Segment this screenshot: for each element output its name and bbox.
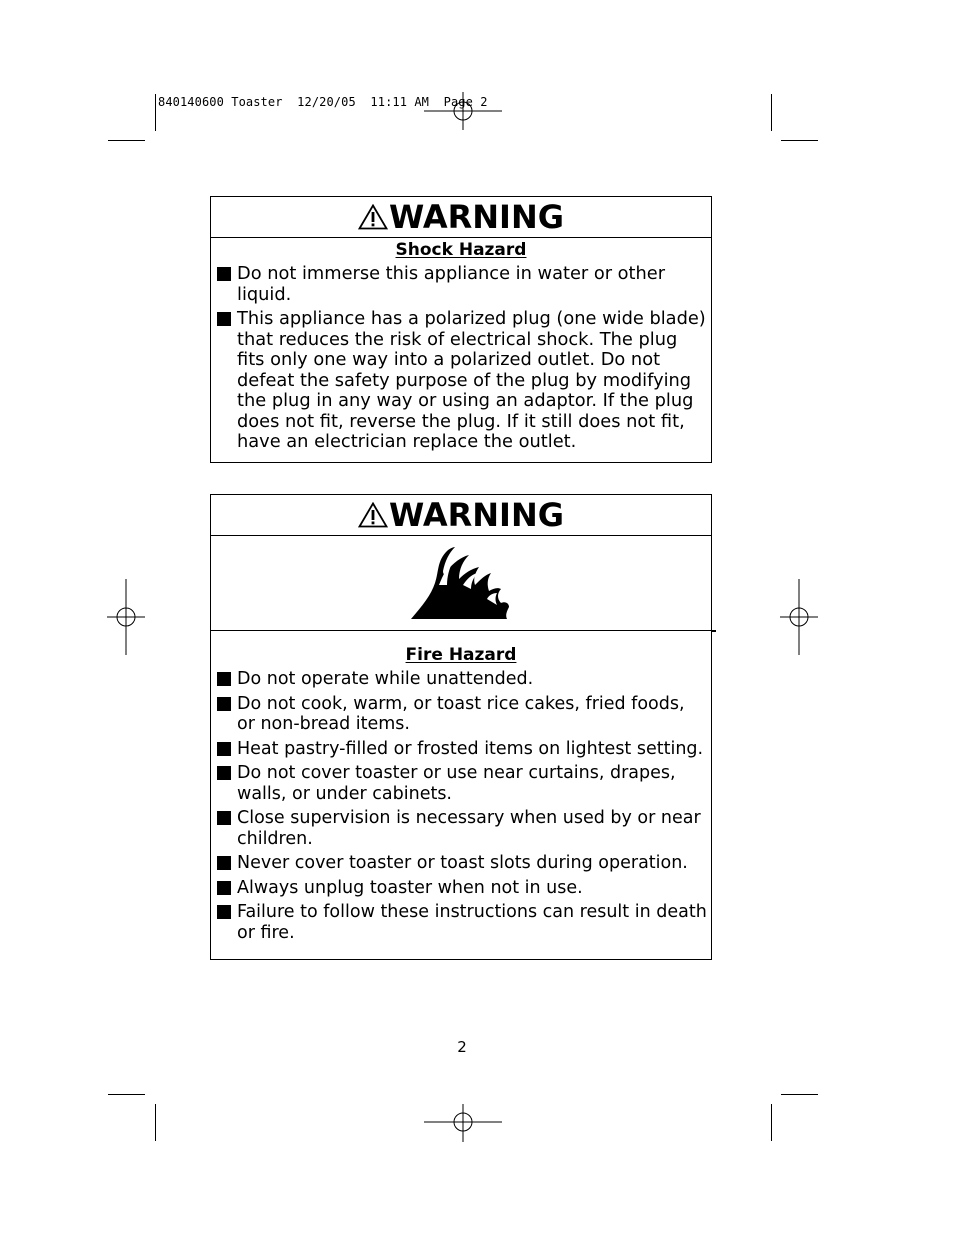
list-item-text: Failure to follow these instructions can result in death or fire. [237,902,707,943]
list-item [217,853,707,874]
page-number: 2 [457,1038,467,1056]
list-item-text: Do not operate while unattended. [237,669,534,689]
square-bullet-icon [217,856,231,870]
list-item [217,264,707,305]
crop-mark-icon [108,140,145,141]
warning-triangle-icon [358,502,388,528]
hazard-list [211,264,711,453]
list-item-text: Always unplug toaster when not in use. [237,877,583,898]
square-bullet-icon [217,811,231,825]
crop-mark-icon [108,1094,145,1095]
registration-mark-icon [107,579,145,655]
square-bullet-icon [217,905,231,919]
registration-mark-icon [424,92,502,130]
list-item [217,808,707,849]
print-slug: 840140600 Toaster 12/20/05 11:11 AM Page 2 [158,95,488,109]
list-item-text: Heat pastry-filled or frosted items on lightest setting. [237,738,704,759]
square-bullet-icon [217,312,231,326]
crop-mark-icon [781,140,818,141]
crop-mark-icon [771,1104,772,1141]
hazard-title: Shock Hazard [395,240,527,260]
hazard-list [211,669,711,943]
fire-hazard-warning-box [210,494,712,960]
crop-mark-icon [781,1094,818,1095]
list-item [217,739,707,760]
list-item [217,902,707,943]
flame-icon [409,545,513,621]
list-item-text: Close supervision is necessary when used by or near children. [237,808,701,849]
list-item-text: This appliance has a polarized plug (one wide blade) that reduces the risk of electrical shock. The plug fits only one way into a polarized outlet. Do not defeat the safety purpose of the plug by modifying the plug in any way or using an adaptor. If the plug does not fit, reverse the plug. If it still does not fit, have an electrician replace the outlet. [237,308,706,452]
warning-header [211,495,711,536]
crop-mark-icon [155,94,156,131]
square-bullet-icon [217,672,231,686]
warning-heading: WARNING [389,496,564,534]
list-item [217,669,707,690]
list-item [217,878,707,899]
crop-mark-icon [771,94,772,131]
list-item-text: Do not immerse this appliance in water or other liquid. [237,263,666,305]
square-bullet-icon [217,697,231,711]
divider-tick [711,630,716,632]
list-item [217,309,707,453]
square-bullet-icon [217,742,231,756]
list-item-text: Do not cook, warm, or toast rice cakes, fried foods, or non-bread items. [237,693,685,734]
list-item-text: Do not cover toaster or use near curtains, drapes, walls, or under cabinets. [237,763,676,804]
warning-triangle-icon [358,204,388,230]
warning-header [211,197,711,238]
shock-hazard-warning-box [210,196,712,463]
list-item [217,763,707,804]
fire-pictogram-band [211,536,711,631]
list-item-text: Never cover toaster or toast slots during operation. [237,853,688,873]
hazard-title: Fire Hazard [405,645,517,665]
square-bullet-icon [217,267,231,281]
crop-mark-icon [155,1104,156,1141]
registration-mark-icon [780,579,818,655]
square-bullet-icon [217,881,231,895]
square-bullet-icon [217,766,231,780]
warning-heading: WARNING [389,198,564,236]
list-item [217,694,707,735]
registration-mark-icon [424,1104,502,1142]
